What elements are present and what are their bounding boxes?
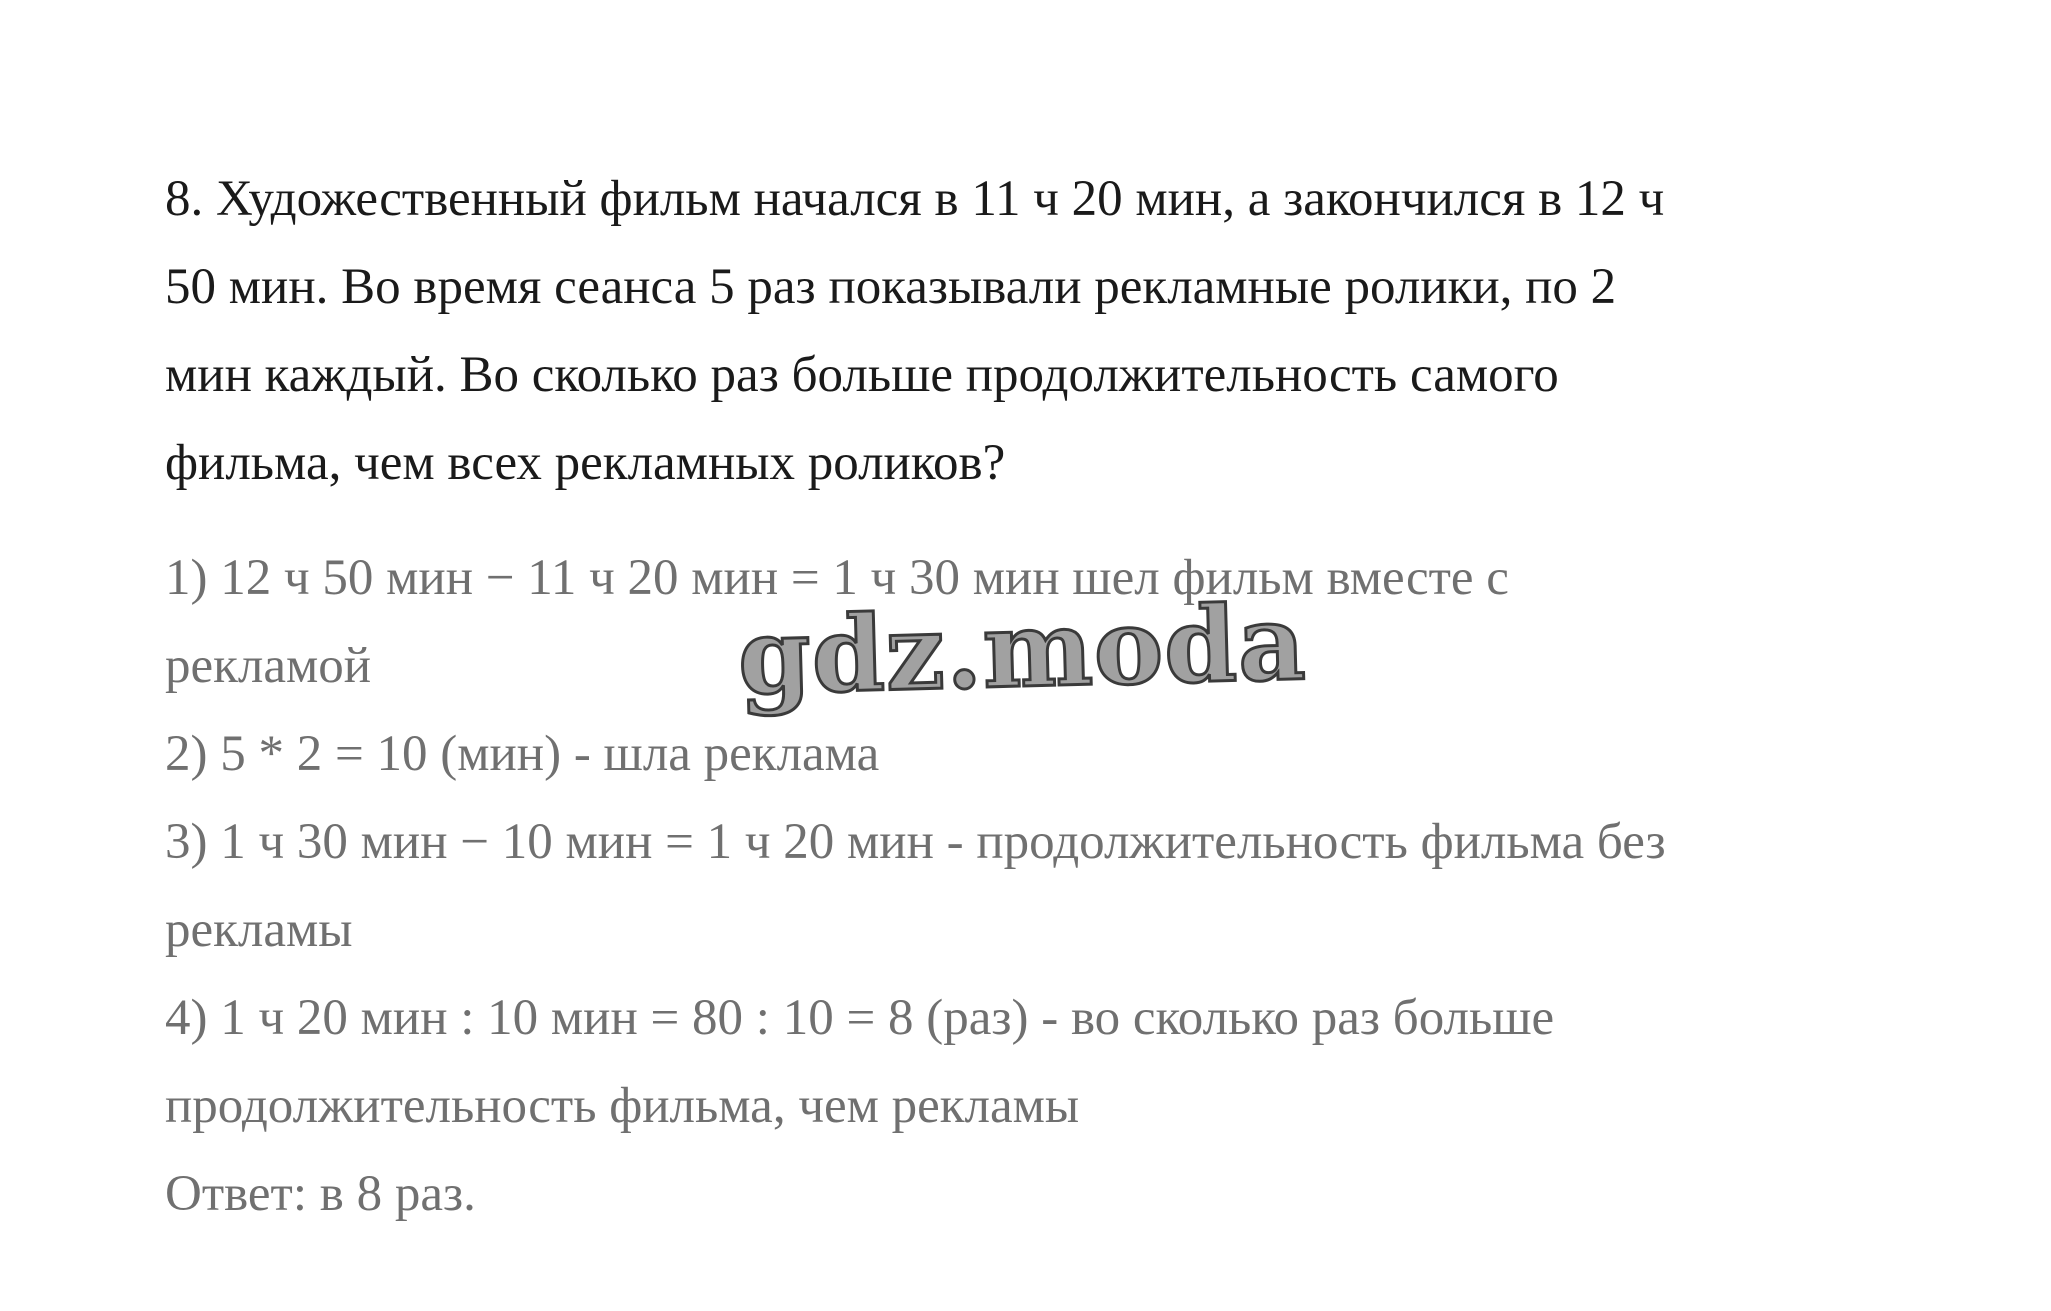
task-line: фильма, чем всех рекламных роликов? (165, 435, 1006, 491)
solution-line: рекламой (165, 638, 372, 694)
watermark-logo: gdz.moda (736, 580, 1308, 719)
solution-line: 2) 5 * 2 = 10 (мин) - шла реклама (165, 726, 880, 782)
solution-line: 1) 12 ч 50 мин − 11 ч 20 мин = 1 ч 30 мин шел фильм вместе с (165, 550, 1509, 606)
solution-line: 3) 1 ч 30 мин − 10 мин = 1 ч 20 мин - продолжительность фильма без (165, 814, 1666, 870)
solution-line: рекламы (165, 902, 353, 958)
task-text (165, 155, 1985, 507)
solution-line: 4) 1 ч 20 мин : 10 мин = 80 : 10 = 8 (раз) - во сколько раз больше (165, 990, 1555, 1046)
task-line: мин каждый. Во сколько раз больше продолжительность самого (165, 347, 1559, 403)
answer-line: Ответ: в 8 раз. (165, 1166, 476, 1222)
solution-line: продолжительность фильма, чем рекламы (165, 1078, 1080, 1134)
task-line: 8. Художественный фильм начался в 11 ч 20 мин, а закончился в 12 ч (165, 171, 1665, 227)
task-line: 50 мин. Во время сеанса 5 раз показывали рекламные ролики, по 2 (165, 259, 1617, 315)
